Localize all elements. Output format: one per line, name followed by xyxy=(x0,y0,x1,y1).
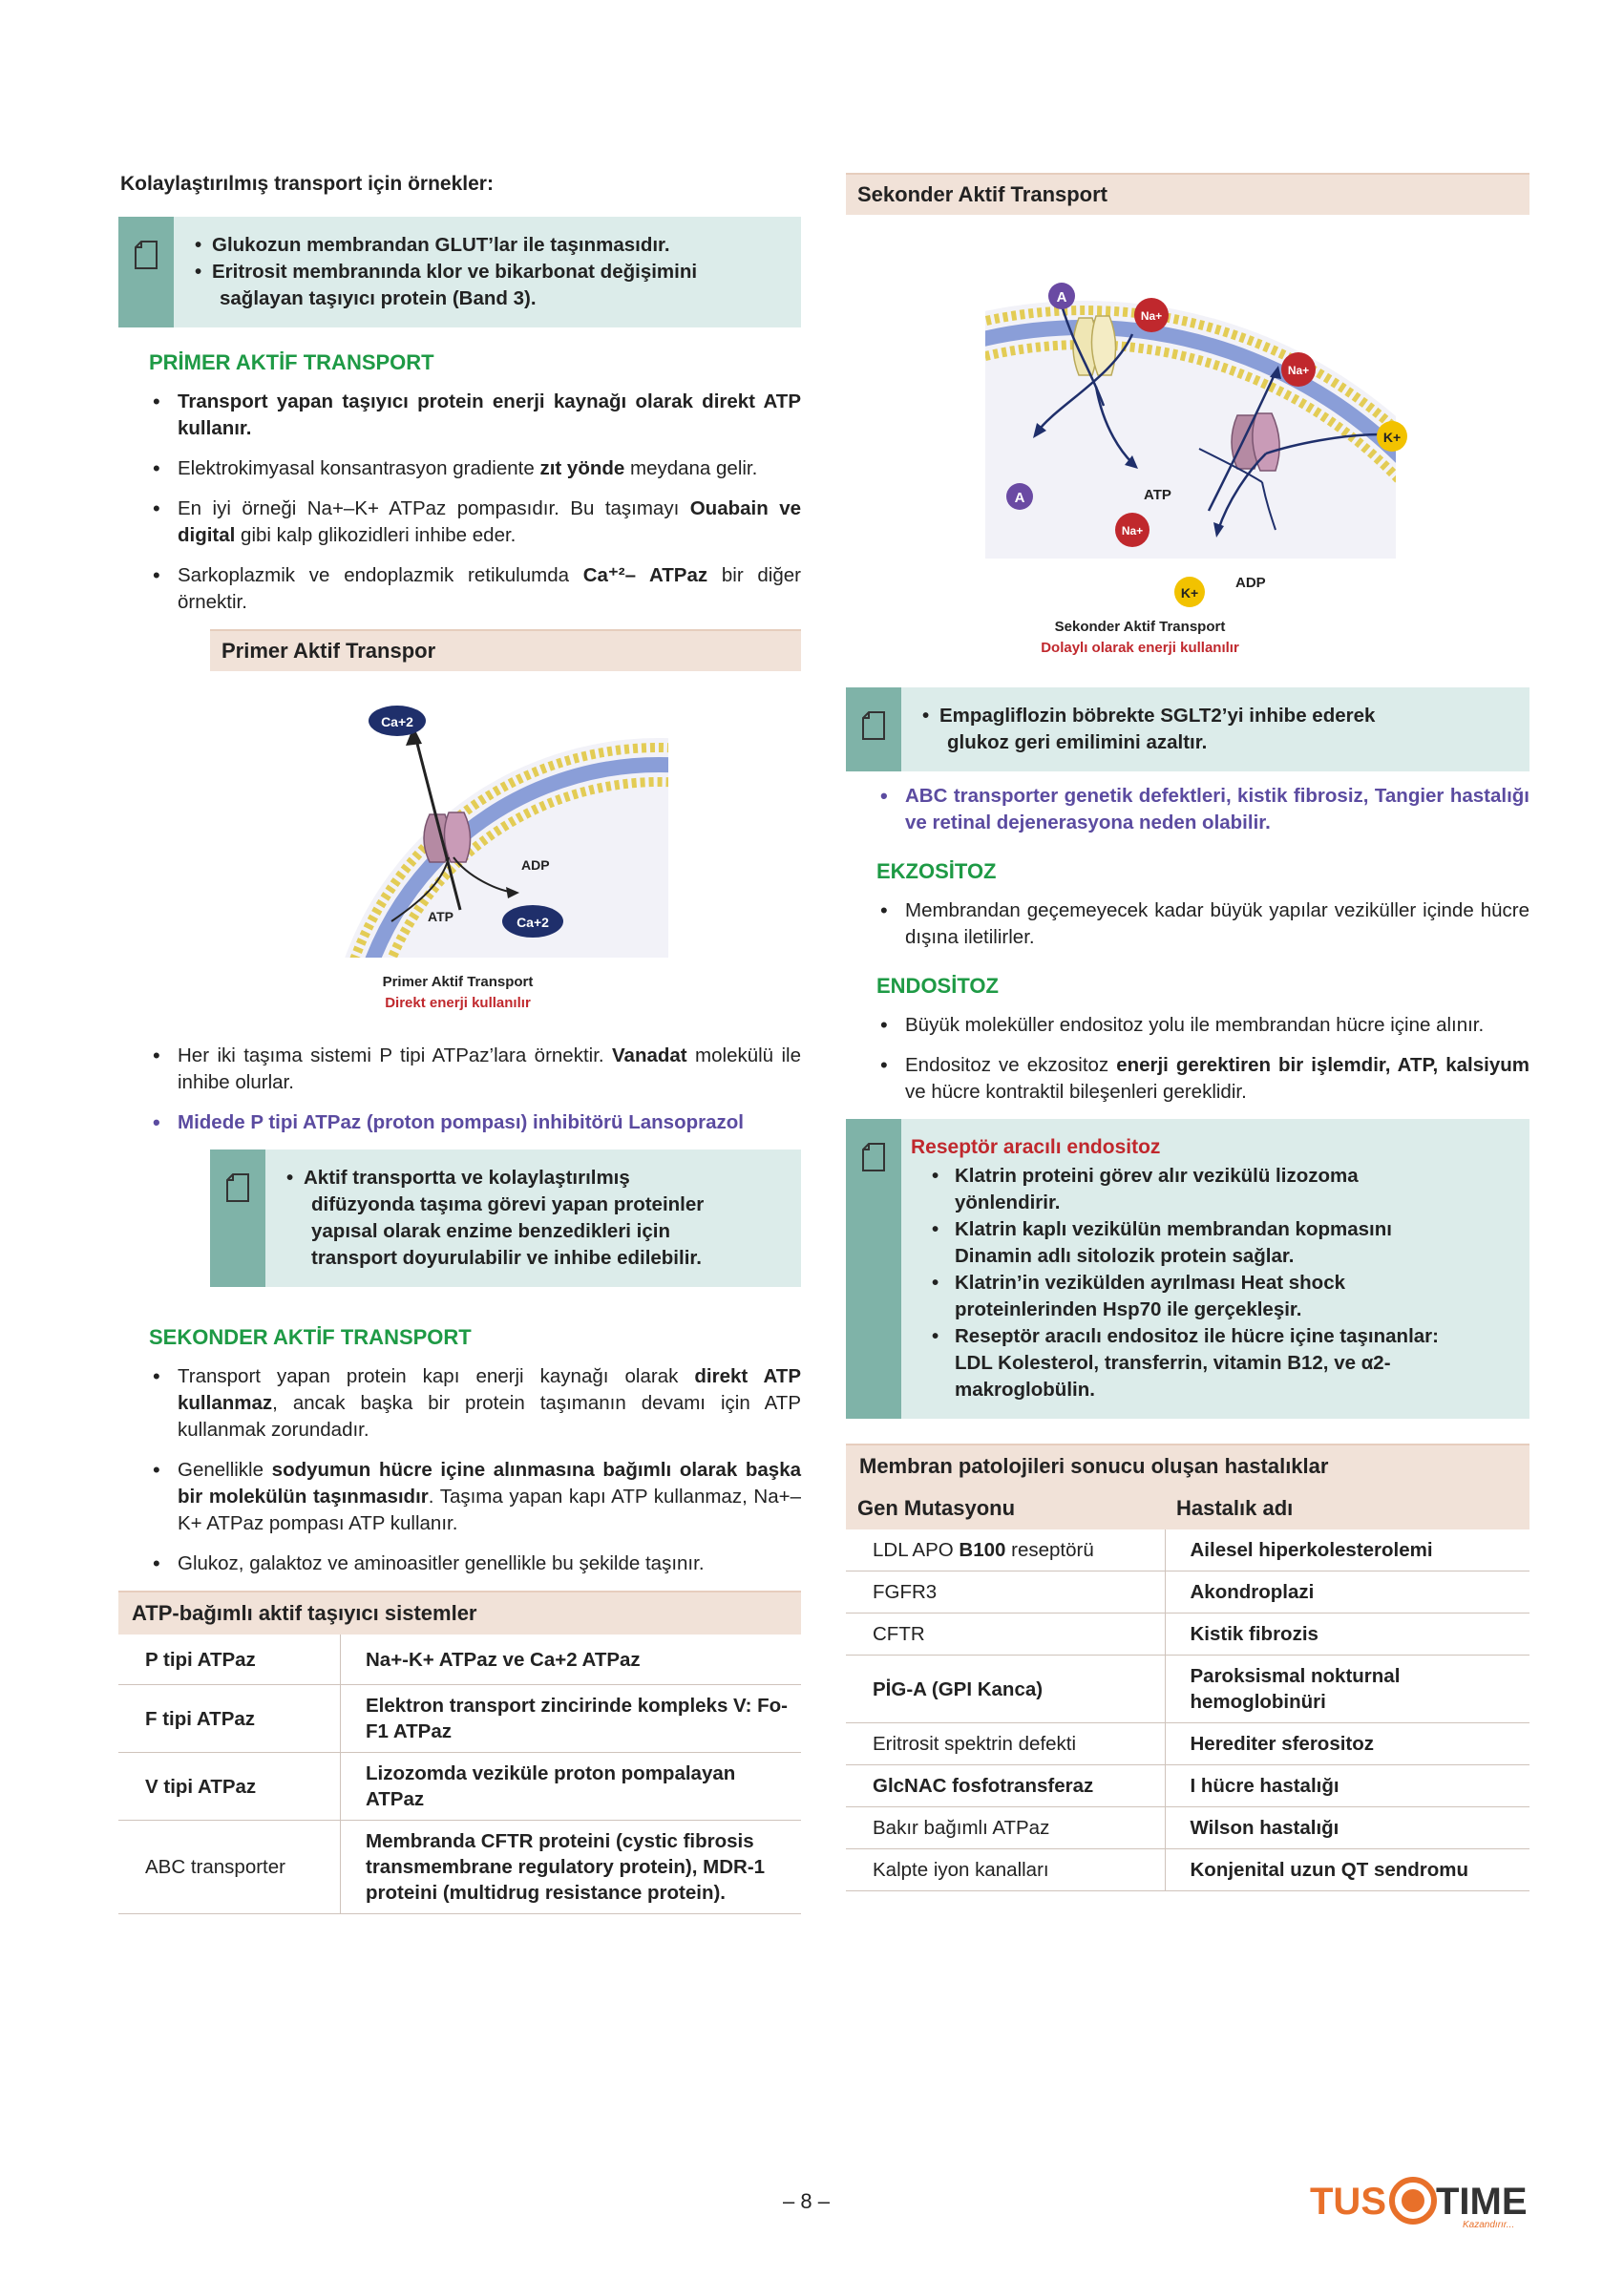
table-row xyxy=(846,1656,1529,1723)
sekonder-transport-diagram xyxy=(846,215,1529,616)
table-cell: Eritrosit spektrin defekti xyxy=(846,1723,1165,1765)
table-cell: Herediter sferositoz xyxy=(1165,1723,1529,1765)
table-cell: Bakır bağımlı ATPaz xyxy=(846,1807,1165,1849)
table-cell: Kistik fibrozis xyxy=(1165,1614,1529,1656)
disease-table xyxy=(846,1444,1529,1891)
list-item: • Transport yapan taşıyıcı protein enerji kaynağı olarak direkt ATP kullanır. xyxy=(149,389,801,442)
page-number: – 8 – xyxy=(783,2189,830,2213)
ekzositoz-list xyxy=(846,897,1529,951)
table-cell: Konjenital uzun QT sendromu xyxy=(1165,1849,1529,1891)
table-cell: V tipi ATPaz xyxy=(118,1753,341,1821)
note-body xyxy=(174,217,716,327)
svg-text:Na+: Na+ xyxy=(1140,309,1163,323)
note-bullet-cont: transport doyurulabilir ve inhibe edilebilir. xyxy=(311,1247,702,1269)
section-title-ekzositoz: EKZOSİTOZ xyxy=(876,859,997,883)
table-cell: PİG-A (GPI Kanca) xyxy=(846,1656,1165,1723)
list-item: • Genellikle sodyumun hücre içine alınmasına bağımlı olarak başka bir molekülün taşınmasıdır. Taşıma yapan kapı ATP kullanmaz, Na+–K+ ATPaz pompası ATP kullanır. xyxy=(149,1457,801,1537)
k-bottom-badge xyxy=(1174,577,1205,607)
primer-list xyxy=(118,389,801,616)
table-row xyxy=(846,1849,1529,1891)
adp-label: ADP xyxy=(1235,575,1266,591)
atp-systems-table xyxy=(118,1591,801,1914)
note-bullet: • Aktif transportta ve kolaylaştırılmış xyxy=(286,1167,630,1189)
note-bar xyxy=(118,217,174,327)
table-cell: LDL APO B100 reseptörü xyxy=(846,1529,1165,1571)
note-icon xyxy=(225,1172,250,1203)
table-row xyxy=(846,1571,1529,1614)
atp-label: ATP xyxy=(428,909,453,924)
list-item: • Endositoz ve ekzositoz enerji gerektiren bir işlemdir, ATP, kalsiyum ve hücre kontraktil bileşenleri gereklidir. xyxy=(876,1052,1529,1106)
svg-text:A: A xyxy=(1014,490,1025,506)
table-row xyxy=(118,1685,801,1753)
na-top-badge xyxy=(1134,298,1169,332)
note-bullet-cont: yönlendirir. xyxy=(955,1192,1061,1213)
table-cell: Membranda CFTR proteini (cystic fibrosis transmembrane regulatory protein), MDR-1 proteini (multidrug resistance protein). xyxy=(341,1821,802,1914)
table-cell: F tipi ATPaz xyxy=(118,1685,341,1753)
table-row xyxy=(846,1614,1529,1656)
right-column xyxy=(846,167,1529,1891)
k-right-badge xyxy=(1377,421,1407,452)
note-bullet-cont: proteinlerinden Hsp70 ile gerçekleşir. xyxy=(955,1298,1302,1320)
endositoz-list xyxy=(846,1012,1529,1106)
adp-label: ADP xyxy=(521,857,550,873)
note-bar xyxy=(210,1150,265,1287)
list-item: • Elektrokimyasal konsantrasyon gradiente zıt yönde meydana gelir. xyxy=(149,455,801,482)
caption-subtitle: Dolaylı olarak enerji kullanılır xyxy=(1041,640,1239,656)
intro-title: Kolaylaştırılmış transport için örnekler: xyxy=(120,173,494,195)
note-bullet-cont: glukoz geri emilimini azaltır. xyxy=(947,731,1208,753)
sekonder-list xyxy=(118,1363,801,1577)
note-bar xyxy=(846,1119,901,1419)
note-bullet: • Eritrosit membranında klor ve bikarbonat değişimini xyxy=(195,261,698,283)
primer-transport-diagram xyxy=(210,671,801,967)
note-bullet-cont: Dinamin adlı sitolozik protein sağlar. xyxy=(955,1245,1295,1267)
list-item: • Membrandan geçemeyecek kadar büyük yapılar veziküller içinde hücre dışına iletilirler. xyxy=(876,897,1529,951)
table-cell: Ailesel hiperkolesterolemi xyxy=(1165,1529,1529,1571)
table-caption: ATP-bağımlı aktif taşıyıcı sistemler xyxy=(118,1592,801,1635)
caption-title: Primer Aktif Transport xyxy=(382,974,534,990)
note-bullet: • Reseptör aracılı endositoz ile hücre içine taşınanlar: xyxy=(932,1325,1439,1347)
ca-bottom-badge xyxy=(502,905,563,938)
column-header: Hastalık adı xyxy=(1165,1487,1529,1529)
table-cell: ABC transporter xyxy=(118,1821,341,1914)
figure-head: Sekonder Aktif Transport xyxy=(846,173,1529,215)
table-cell: Lizozomda veziküle proton pompalayan ATPaz xyxy=(341,1753,802,1821)
figure-caption xyxy=(115,972,801,1014)
figure-primer xyxy=(210,629,801,1014)
list-item: • Glukoz, galaktoz ve aminoasitler genellikle bu şekilde taşınır. xyxy=(149,1550,801,1577)
list-item: • Sarkoplazmik ve endoplazmik retikulumda Ca⁺²– ATPaz bir diğer örnektir. xyxy=(149,562,801,616)
note-body xyxy=(901,1119,1458,1419)
list-item: • Büyük moleküller endositoz yolu ile membrandan hücre içine alınır. xyxy=(876,1012,1529,1039)
table-cell: Paroksismal nokturnal hemoglobinüri xyxy=(1165,1656,1529,1723)
svg-text:TUS: TUS xyxy=(1310,2181,1386,2223)
table-row xyxy=(846,1765,1529,1807)
na-bottom-badge xyxy=(1115,513,1149,547)
svg-text:A: A xyxy=(1056,289,1067,306)
note-bullet: • Glukozun membrandan GLUT’lar ile taşınmasıdır. xyxy=(195,234,670,256)
table-cell: CFTR xyxy=(846,1614,1165,1656)
svg-text:Na+: Na+ xyxy=(1287,364,1310,377)
svg-text:Ca+2: Ca+2 xyxy=(381,714,413,729)
table-row xyxy=(846,1807,1529,1849)
section-title-endositoz: ENDOSİTOZ xyxy=(876,974,999,998)
svg-text:Na+: Na+ xyxy=(1121,524,1144,538)
note-icon xyxy=(134,240,158,270)
note-bar xyxy=(846,687,901,771)
table-row xyxy=(118,1753,801,1821)
table-cell: Akondroplazi xyxy=(1165,1571,1529,1614)
table-cell: Elektron transport zincirinde kompleks V: Fo-F1 ATPaz xyxy=(341,1685,802,1753)
table-caption: Membran patolojileri sonucu oluşan hastalıklar xyxy=(846,1445,1529,1487)
figure-caption xyxy=(750,617,1529,659)
nak-pump-protein xyxy=(1232,413,1279,471)
note-heading: Reseptör aracılı endositoz xyxy=(911,1136,1161,1158)
svg-text:Ca+2: Ca+2 xyxy=(517,915,549,930)
tustime-logo xyxy=(1310,2172,1529,2229)
abc-list xyxy=(846,783,1529,836)
atp-label: ATP xyxy=(1144,487,1171,503)
note-bullet-cont: difüzyonda taşıma görevi yapan proteinler xyxy=(311,1193,705,1215)
note-bullet-cont: sağlayan taşıyıcı protein (Band 3). xyxy=(220,287,537,309)
note-bullet: • Klatrin’in vezikülden ayrılması Heat shock xyxy=(932,1272,1346,1294)
svg-text:K+: K+ xyxy=(1180,585,1199,601)
table-cell: I hücre hastalığı xyxy=(1165,1765,1529,1807)
section-title-sekonder: SEKONDER AKTİF TRANSPORT xyxy=(149,1325,472,1349)
svg-text:Kazandırır...: Kazandırır... xyxy=(1463,2220,1515,2229)
table-row xyxy=(118,1821,801,1914)
note-bullet: • Klatrin kaplı vezikülün membrandan kopmasını xyxy=(932,1218,1392,1240)
note-bullet: • Empagliflozin böbrekte SGLT2’yi inhibe ederek xyxy=(922,705,1376,727)
list-item: • Midede P tipi ATPaz (proton pompası) inhibitörü Lansoprazol xyxy=(149,1109,801,1136)
note-box-receptor xyxy=(846,1119,1529,1419)
caption-title: Sekonder Aktif Transport xyxy=(1054,619,1226,635)
list-item: • En iyi örneği Na+–K+ ATPaz pompasıdır. Bu taşımayı Ouabain ve digital gibi kalp glikozidleri inhibe eder. xyxy=(149,496,801,549)
table-cell: FGFR3 xyxy=(846,1571,1165,1614)
note-bullet-cont: yapısal olarak enzime benzedikleri için xyxy=(311,1220,670,1242)
note-bullet: • Klatrin proteini görev alır vezikülü lizozoma xyxy=(932,1165,1359,1187)
note-icon xyxy=(861,1142,886,1172)
section-title-primer: PRİMER AKTİF TRANSPORT xyxy=(149,350,434,374)
table-row xyxy=(846,1529,1529,1571)
note-bullet-cont: makroglobülin. xyxy=(955,1379,1095,1401)
list-item: • Her iki taşıma sistemi P tipi ATPaz’lara örnektir. Vanadat molekülü ile inhibe olurlar. xyxy=(149,1043,801,1096)
note-icon xyxy=(861,710,886,741)
note-box-saturation xyxy=(210,1150,801,1287)
note-body xyxy=(265,1150,723,1287)
left-column xyxy=(118,167,801,1914)
a-top-badge xyxy=(1048,283,1075,309)
a-bottom-badge xyxy=(1006,483,1033,510)
table-cell: Wilson hastalığı xyxy=(1165,1807,1529,1849)
list-item: • Transport yapan protein kapı enerji kaynağı olarak direkt ATP kullanmaz, ancak başka bir protein taşımanın devamı için ATP kullanmak zorundadır. xyxy=(149,1363,801,1444)
list-item: • ABC transporter genetik defektleri, kistik fibrosiz, Tangier hastalığı ve retinal dejenerasyona neden olabilir. xyxy=(876,783,1529,836)
svg-text:K+: K+ xyxy=(1382,430,1402,445)
table-cell: GlcNAC fosfotransferaz xyxy=(846,1765,1165,1807)
ca-top-badge xyxy=(369,706,426,736)
column-header: Gen Mutasyonu xyxy=(846,1487,1165,1529)
caption-subtitle: Direkt enerji kullanılır xyxy=(385,995,531,1011)
table-cell: Na+-K+ ATPaz ve Ca+2 ATPaz xyxy=(341,1635,802,1685)
table-cell: Kalpte iyon kanalları xyxy=(846,1849,1165,1891)
table-row xyxy=(846,1723,1529,1765)
table-cell: P tipi ATPaz xyxy=(118,1635,341,1685)
after-figure-list xyxy=(118,1043,801,1136)
figure-head: Primer Aktif Transpor xyxy=(210,629,801,671)
table-row xyxy=(118,1635,801,1685)
svg-text:TIME: TIME xyxy=(1436,2181,1528,2223)
note-body xyxy=(901,687,1394,771)
note-bullet-cont: LDL Kolesterol, transferrin, vitamin B12, ve α2- xyxy=(955,1352,1391,1374)
note-box-empagliflozin xyxy=(846,687,1529,771)
na-right-badge xyxy=(1281,352,1316,387)
note-box-facilitated xyxy=(118,217,801,327)
